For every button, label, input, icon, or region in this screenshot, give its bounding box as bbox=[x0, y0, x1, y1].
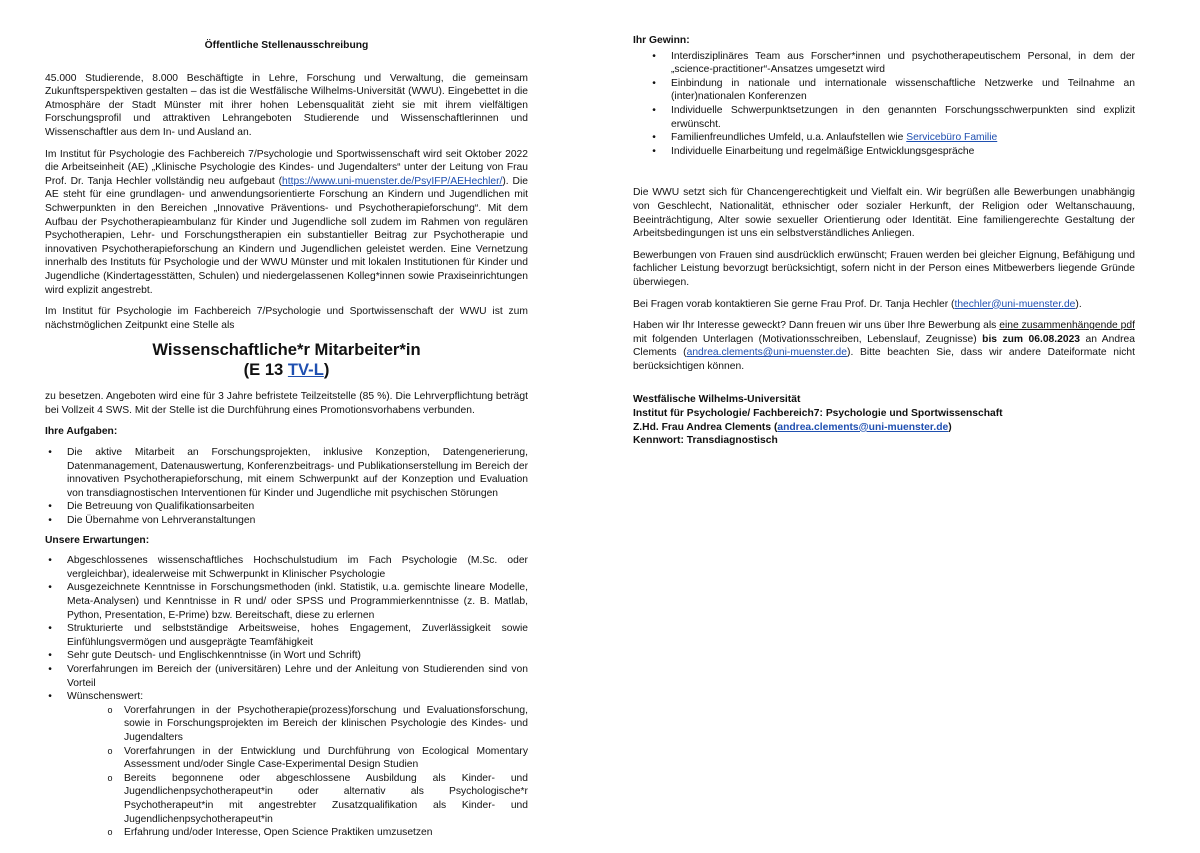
address-contact-b: ) bbox=[948, 421, 952, 433]
list-item bbox=[633, 131, 1135, 145]
bullet-icon: • bbox=[48, 447, 52, 459]
address-contact-a: Z.Hd. Frau Andrea Clements ( bbox=[633, 421, 778, 433]
job-grade bbox=[45, 360, 528, 380]
sub-list-item-text: Vorerfahrungen in der Entwicklung und Durchführung von Ecological Momentary Assessment und/oder Single Case-Experimental Design Studien bbox=[124, 745, 528, 771]
bullet-icon: • bbox=[652, 50, 656, 62]
list-item-text: Strukturierte und selbstständige Arbeitsweise, hohes Engagement, Zuverlässigkeit sowie Einfühlungsvermögen und ausgeprägte Teamfähigkeit bbox=[67, 623, 528, 648]
document-title: Öffentliche Stellenausschreibung bbox=[204, 40, 369, 51]
list-item bbox=[45, 514, 528, 528]
sub-list-item bbox=[67, 704, 528, 745]
list-item-text: Vorerfahrungen im Bereich der (universitären) Lehre und der Anleitung von Studierenden sind von Vorteil bbox=[67, 663, 528, 689]
list-item-text: Individuelle Schwerpunktsetzungen in den genannten Forschungsschwerpunkten sind explizit erwünscht. bbox=[671, 104, 1135, 130]
bullet-icon: • bbox=[652, 132, 656, 144]
expectations-list bbox=[45, 554, 528, 839]
circle-bullet-icon: o bbox=[107, 772, 113, 783]
circle-bullet-icon: o bbox=[107, 827, 113, 838]
list-item-text: Wünschenswert: bbox=[67, 691, 144, 703]
tasks-heading: Ihre Aufgaben: bbox=[45, 426, 118, 438]
bullet-icon: • bbox=[48, 555, 52, 567]
list-item bbox=[633, 50, 1135, 77]
apply-pdf-text: eine zusammenhängende pdf bbox=[999, 320, 1135, 332]
bullet-icon: • bbox=[48, 582, 52, 594]
servicebuero-familie-link[interactable]: Servicebüro Familie bbox=[906, 132, 998, 144]
job-grade-prefix: (E 13 bbox=[243, 360, 288, 380]
sub-list-item bbox=[67, 772, 528, 826]
application-paragraph bbox=[633, 319, 1135, 373]
position-details-paragraph: zu besetzen. Angeboten wird eine für 3 Jahre befristete Teilzeitstelle (85 %). Die Lehrverpflichtung beträgt bei Vollzeit 4 SWS. Mit der Stelle ist die Durchführung eines Promotionsvorhabens verbunden. bbox=[45, 391, 528, 416]
bullet-icon: • bbox=[48, 691, 52, 703]
bullet-icon: • bbox=[48, 663, 52, 675]
tv-l-link[interactable]: TV-L bbox=[287, 360, 324, 380]
list-item bbox=[45, 500, 528, 514]
bullet-icon: • bbox=[652, 104, 656, 116]
sub-list-item bbox=[67, 745, 528, 772]
list-item bbox=[45, 649, 528, 663]
position-intro-paragraph: Im Institut für Psychologie im Fachbereich 7/Psychologie und Sportwissenschaft der WWU ist zum nächstmöglichen Zeitpunkt eine Stelle als bbox=[45, 306, 528, 331]
address-email-link[interactable]: andrea.clements@uni-muenster.de bbox=[777, 421, 949, 433]
expectations-heading: Unsere Erwartungen: bbox=[45, 534, 150, 546]
address-institute: Institut für Psychologie/ Fachbereich7: Psychologie und Sportwissenschaft bbox=[633, 408, 1003, 420]
apply-text-b: mit folgenden Unterlagen (Motivationsschreiben, Lebenslauf, Zeugnisse) bbox=[633, 333, 983, 345]
list-item bbox=[45, 581, 528, 622]
list-item-text: Einbindung in nationale und internationale wissenschaftliche Netzwerke und Teilnahme an (inter)nationalen Konferenzen bbox=[671, 77, 1135, 103]
apply-text-c: an Andrea Clements ( bbox=[633, 333, 1136, 359]
apply-text-a: Haben wir Ihr Interesse geweckt? Dann freuen wir uns über Ihre Bewerbung als bbox=[633, 320, 1000, 332]
list-item bbox=[633, 104, 1135, 131]
diversity-paragraph: Die WWU setzt sich für Chancengerechtigkeit und Vielfalt ein. Wir begrüßen alle Bewerbungen unabhängig von Geschlecht, Nationalität, ethnischer oder sozialer Herkunft, der Religion oder Weltanschauung, Beeinträchtigung, Alter sowie sexueller Orientierung oder Identität. Eine familiengerechte Gestaltung der Arbeitsbedingungen ist uns ein selbstverständliches Anliegen. bbox=[633, 187, 1135, 240]
list-item bbox=[45, 663, 528, 690]
institute-text-a: Im Institut für Psychologie des Fachbereich 7/Psychologie und Sportwissenschaft wird seit Oktober 2022 die Arbeitseinheit (AE) „Klinische Psychologie des Kindes- und Jugendalters“ unter der Leitung von Frau Prof. Dr. Tanja Hechler vollständig neu aufgebaut ( bbox=[45, 148, 528, 187]
spacer bbox=[633, 164, 1135, 186]
list-item-text: Abgeschlossenes wissenschaftliches Hochschulstudium im Fach Psychologie (M.Sc. oder vergleichbar), idealerweise mit Schwerpunkt in Klinischer Psychologie bbox=[67, 555, 528, 580]
list-item-text: Familienfreundliches Umfeld, u.a. Anlaufstellen wie bbox=[671, 132, 907, 144]
sub-list-item-text: Vorerfahrungen in der Psychotherapie(prozess)forschung und Evaluationsforschung, sowie in Forschungsprojekten im Bereich der klinischen Psychologie des Kindes- und Jugendalters bbox=[124, 704, 528, 743]
questions-text-a: Bei Fragen vorab kontaktieren Sie gerne Frau Prof. Dr. Tanja Hechler ( bbox=[633, 298, 955, 310]
clements-email-link[interactable]: andrea.clements@uni-muenster.de bbox=[686, 347, 848, 359]
institute-text-b: ). Die AE steht für eine grundlagen- und anwendungsorientierte Forschung an Kindern und Jugendlichen mit Schwerpunkten in den Bereichen „Innovative Präventions- und Psychotherapieforschung“. Mit dem Aufbau der Psychotherapieambulanz für Kinder und Jugendliche soll zudem im Rahmen von regulären Psychotherapien, Lehr- und Forschungstherapien ein substantieller Beitrag zur Psychotherapie und innovativen Psychotherapieforschung an Kindern und Jugendlichen geleistet werden. Eine Vernetzung innerhalb des Instituts für Psychologie und der WWU Münster und mit lokalen Institutionen für Kinder und Jugendliche (Kindertagesstätten, Schulen) und niedergelassenen Kolleg*innen sowie Praxiseinrichtungen wird explizit angestrebt. bbox=[45, 175, 528, 296]
hechler-email-link[interactable]: thechler@uni-muenster.de bbox=[954, 298, 1076, 310]
questions-paragraph bbox=[633, 298, 1135, 312]
sub-list-item-text: Bereits begonnene oder abgeschlossene Ausbildung als Kinder- und Jugendlichenpsychotherapeut*in oder alternativ als Psychologische*r Psychotherapeut*in mit angestrebter Zusatzqualifikation als Kinder- und Jugendlichenpsychotherapeut*in bbox=[124, 772, 528, 825]
list-item bbox=[45, 446, 528, 500]
ae-hechler-link[interactable]: https://www.uni-muenster.de/PsyIFP/AEHechler/ bbox=[282, 175, 503, 187]
apply-text-d: ). Bitte beachten Sie, dass wir andere Dateiformate nicht berücksichtigen können. bbox=[633, 347, 1135, 372]
sub-list-item-text: Erfahrung und/oder Interesse, Open Science Praktiken umzusetzen bbox=[124, 827, 433, 839]
address-keyword: Kennwort: Transdiagnostisch bbox=[633, 435, 778, 447]
gains-list bbox=[633, 50, 1135, 159]
list-item bbox=[45, 622, 528, 649]
list-item-text: Individuelle Einarbeitung und regelmäßige Entwicklungsgespräche bbox=[671, 145, 975, 157]
list-item bbox=[633, 145, 1135, 159]
list-item-text: Interdisziplinäres Team aus Forscher*innen und psychotherapeutischem Personal, in dem der „science-practitioner“-Ansatzes umgesetzt wird bbox=[671, 50, 1135, 76]
bullet-icon: • bbox=[652, 77, 656, 89]
bullet-icon: • bbox=[652, 145, 656, 157]
list-item-text: Sehr gute Deutsch- und Englischkenntnisse (in Wort und Schrift) bbox=[67, 650, 361, 662]
list-item bbox=[45, 690, 528, 840]
gain-heading: Ihr Gewinn: bbox=[633, 35, 690, 46]
circle-bullet-icon: o bbox=[107, 704, 113, 715]
apply-deadline: bis zum 06.08.2023 bbox=[982, 333, 1081, 345]
institute-paragraph bbox=[45, 148, 528, 298]
address-university: Westfälische Wilhelms-Universität bbox=[633, 394, 801, 406]
wishes-list bbox=[67, 704, 528, 840]
left-column bbox=[45, 34, 528, 846]
sub-list-item bbox=[67, 826, 528, 840]
address-contact bbox=[633, 421, 1135, 435]
job-grade-suffix: ) bbox=[323, 360, 330, 380]
intro-paragraph: 45.000 Studierende, 8.000 Beschäftigte in Lehre, Forschung und Verwaltung, die gemeinsam Zukunftsperspektiven gestalten – das ist die Westfälische Wilhelms-Universität (WWU). Eingebettet in die Atmosphäre der Stadt Münster mit ihrer hohen Lebensqualität zieht sie mit ihrem vielfältigen Forschungsprofil und attraktiven Lehrangeboten Studierende und Wissenschaftlerinnen und Wissenschaftler aus dem In- und Ausland an. bbox=[45, 72, 528, 138]
list-item bbox=[633, 77, 1135, 104]
bullet-icon: • bbox=[48, 623, 52, 635]
spacer bbox=[633, 381, 1135, 393]
job-title: Wissenschaftliche*r Mitarbeiter*in bbox=[152, 340, 421, 360]
list-item-text: Ausgezeichnete Kenntnisse in Forschungsmethoden (inkl. Statistik, u.a. gemischte lineare Modelle, Meta-Analysen) und Kenntnisse in R und/ oder SPSS und Programmierkenntnisse (z. B. Matlab, Python, Presentation, E-Prime) bzw. Bereitschaft, diese zu erlernen bbox=[67, 582, 528, 621]
circle-bullet-icon: o bbox=[107, 745, 113, 756]
list-item bbox=[45, 554, 528, 581]
right-column bbox=[633, 32, 1135, 448]
questions-text-b: ). bbox=[1075, 298, 1082, 310]
list-item-text: Die Übernahme von Lehrveranstaltungen bbox=[67, 515, 256, 527]
bullet-icon: • bbox=[48, 501, 52, 513]
list-item-text: Die Betreuung von Qualifikationsarbeiten bbox=[67, 501, 255, 513]
bullet-icon: • bbox=[48, 515, 52, 527]
women-paragraph: Bewerbungen von Frauen sind ausdrücklich erwünscht; Frauen werden bei gleicher Eignung, Befähigung und fachlicher Leistung bevorzugt berücksichtigt, sofern nicht in der Person eines Mitbewerbers liegende Gründe überwiegen. bbox=[633, 249, 1135, 288]
bullet-icon: • bbox=[48, 650, 52, 662]
tasks-list bbox=[45, 446, 528, 528]
list-item-text: Die aktive Mitarbeit an Forschungsprojekten, inklusive Konzeption, Datengenerierung, Datenmanagement, Datenauswertung, Konferenzbeitrags- und Publikationserstellung im Bereich der innovativen Psychotherapieforschung, mit einem Schwerpunkt auf der Konzeption und Evaluation von transdiagnostischen Interventionen für Kinder und Jugendliche mit psychischen Störungen bbox=[67, 447, 528, 499]
